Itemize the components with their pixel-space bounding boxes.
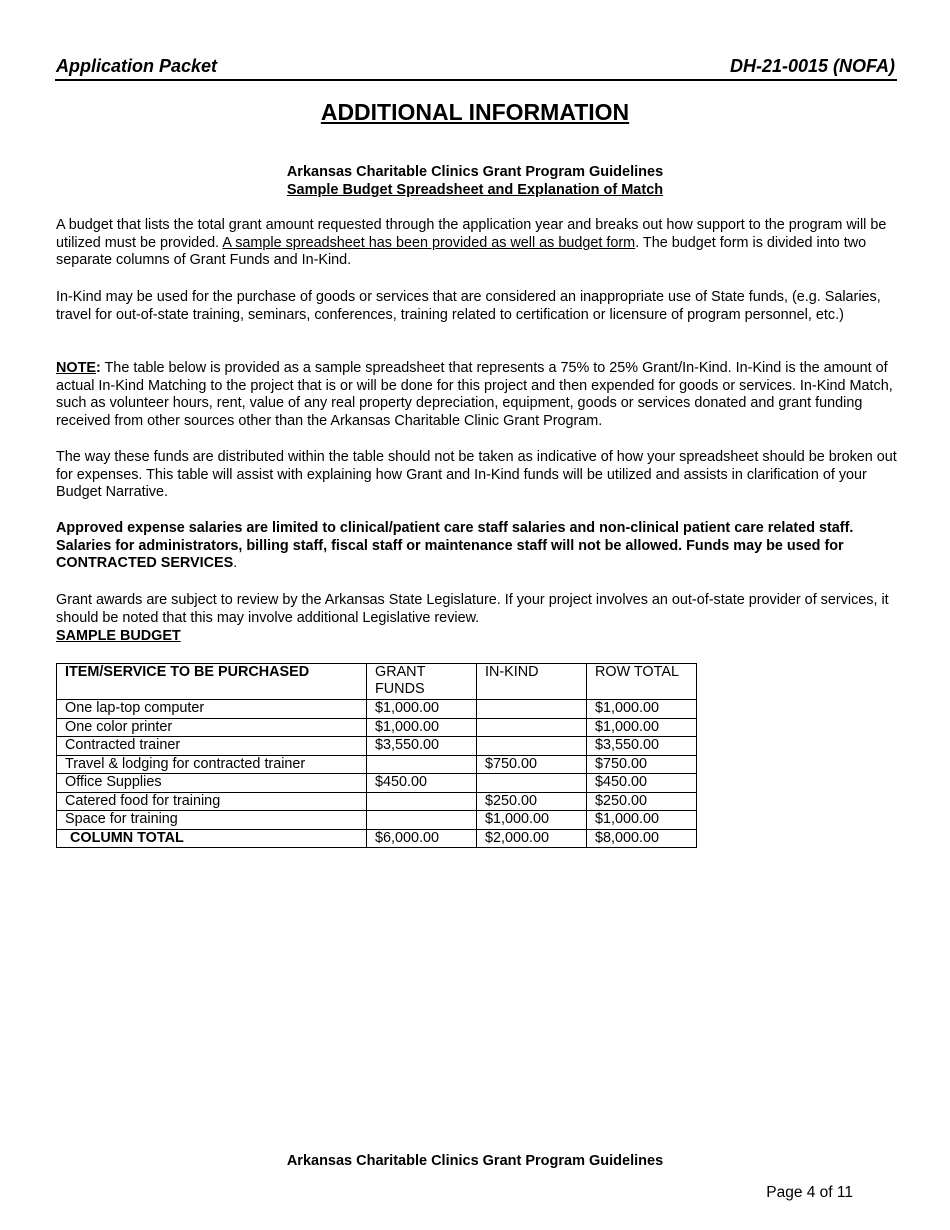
header-item: ITEM/SERVICE TO BE PURCHASED xyxy=(57,664,367,700)
table-row xyxy=(57,774,697,793)
header-document-id: DH-21-0015 (NOFA) xyxy=(729,56,895,76)
page-number: Page 4 of 11 xyxy=(766,1184,853,1201)
note-label: NOTE xyxy=(56,360,96,376)
budget-subtitle: Sample Budget Spreadsheet and Explanation of Match xyxy=(286,182,664,198)
header-grant-funds: GRANT FUNDS xyxy=(367,664,477,700)
cell-grant: $450.00 xyxy=(367,774,477,793)
budget-paragraph xyxy=(56,217,898,270)
cell-in-kind xyxy=(477,737,587,756)
cell-in-kind xyxy=(477,700,587,719)
cell-grant xyxy=(367,792,477,811)
cell-grant: $3,550.00 xyxy=(367,737,477,756)
header-in-kind: IN-KIND xyxy=(477,664,587,700)
cell-item: Contracted trainer xyxy=(57,737,367,756)
cell-grant: $1,000.00 xyxy=(367,718,477,737)
table-row xyxy=(57,755,697,774)
cell-item: Travel & lodging for contracted trainer xyxy=(57,755,367,774)
salaries-text-end: . xyxy=(233,555,238,571)
cell-row-total: $450.00 xyxy=(587,774,697,793)
note-colon: : xyxy=(95,360,101,376)
budget-paragraph-text-end: . The budget form is divided into two separate columns of Grant Funds and In-Kind. xyxy=(56,234,867,268)
total-row-total: $8,000.00 xyxy=(587,829,697,848)
header-packet-title: Application Packet xyxy=(56,56,218,76)
cell-row-total: $1,000.00 xyxy=(587,718,697,737)
page-header xyxy=(55,55,897,81)
guidelines-subtitle: Arkansas Charitable Clinics Grant Program Guidelines xyxy=(286,164,664,180)
cell-row-total: $250.00 xyxy=(587,792,697,811)
cell-item: One color printer xyxy=(57,718,367,737)
cell-grant xyxy=(367,755,477,774)
table-header-row xyxy=(57,664,697,700)
budget-paragraph-text: A budget that lists the total grant amount requested through the application year and breaks out how support to the program will be utilized must be provided. xyxy=(56,217,887,251)
cell-in-kind: $1,000.00 xyxy=(477,811,587,830)
page-title: ADDITIONAL INFORMATION xyxy=(320,99,630,125)
cell-grant: $1,000.00 xyxy=(367,700,477,719)
note-text: The table below is provided as a sample spreadsheet that represents a 75% to 25% Grant/In-Kind. In-Kind is the amount of actual In-Kind Matching to the project that is or will be done for this project and then expended for goods or services. In-Kind Match, such as volunteer hours, rent, value of any real property depreciation, equipment, goods or services donated and grant funding received from other sources other than the Arkansas Charitable Clinic Grant Program. xyxy=(56,360,893,429)
in-kind-paragraph: In-Kind may be used for the purchase of goods or services that are considered an inappropriate use of State funds, (e.g. Salaries, travel for out-of-state training, seminars, conferences, training related to certification or licensure of program personnel, etc.) xyxy=(56,289,881,323)
table-row xyxy=(57,700,697,719)
total-grant: $6,000.00 xyxy=(367,829,477,848)
table-row xyxy=(57,811,697,830)
review-paragraph: Grant awards are subject to review by the Arkansas State Legislature. If your project involves an out-of-state provider of services, it should be noted that this may involve additional Legislative review. xyxy=(56,592,889,626)
salaries-paragraph xyxy=(56,520,898,573)
header-row-total: ROW TOTAL xyxy=(587,664,697,700)
cell-item: Catered food for training xyxy=(57,792,367,811)
cell-in-kind: $750.00 xyxy=(477,755,587,774)
cell-item: Office Supplies xyxy=(57,774,367,793)
table-row xyxy=(57,737,697,756)
cell-in-kind xyxy=(477,774,587,793)
cell-grant xyxy=(367,811,477,830)
table-row xyxy=(57,718,697,737)
cell-row-total: $750.00 xyxy=(587,755,697,774)
note-paragraph xyxy=(56,360,898,430)
salaries-text: Approved expense salaries are limited to clinical/patient care staff salaries and non-clinical patient care related staff. Salaries for administrators, billing staff, fiscal staff or maintenance staff will not be allowed. Funds may be used for CONTRACTED SERVICES xyxy=(56,520,854,571)
total-label: COLUMN TOTAL xyxy=(57,829,367,848)
cell-item: Space for training xyxy=(57,811,367,830)
cell-item: One lap-top computer xyxy=(57,700,367,719)
cell-row-total: $1,000.00 xyxy=(587,811,697,830)
distribution-paragraph: The way these funds are distributed within the table should not be taken as indicative of how your spreadsheet should be broken out for expenses. This table will assist with explaining how Grant and In-Kind funds will be utilized and assists in clarification of your Budget Narrative. xyxy=(56,449,897,500)
sample-budget-table xyxy=(56,663,697,848)
table-row xyxy=(57,792,697,811)
cell-in-kind xyxy=(477,718,587,737)
cell-row-total: $3,550.00 xyxy=(587,737,697,756)
cell-in-kind: $250.00 xyxy=(477,792,587,811)
column-total-row xyxy=(57,829,697,848)
total-in-kind: $2,000.00 xyxy=(477,829,587,848)
cell-row-total: $1,000.00 xyxy=(587,700,697,719)
sample-spreadsheet-note: A sample spreadsheet has been provided as well as budget form xyxy=(222,234,636,251)
sample-budget-heading: SAMPLE BUDGET xyxy=(56,628,181,644)
page-footer: Arkansas Charitable Clinics Grant Program Guidelines xyxy=(286,1153,664,1169)
